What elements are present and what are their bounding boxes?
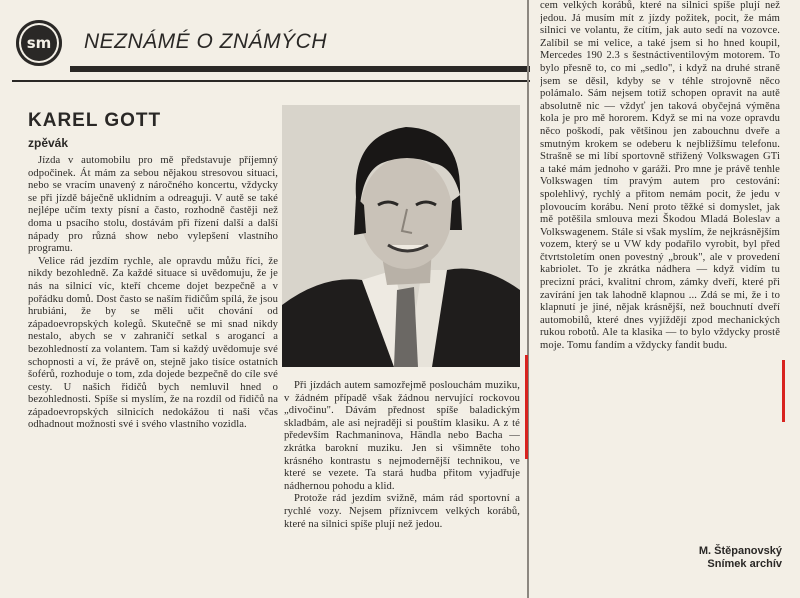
byline [560, 545, 782, 571]
paragraph: Protože rád jezdím svižně, mám rád sportovní a rychlé vozy. Nejsem příznivcem velkých korábů, které na silnici spíše plují než jedou. [284, 493, 520, 530]
paragraph: cem velkých korábů, které na silnici spíše plují než jedou. Já musím mít z jízdy požitek, pocit, že mám silnici ve volantu, že cítím, jak auto sedí na vozovce. Zalíbil se mi velice, a také jsem si ho hned koupil, Mercedes 190 2.3 s šestnáctiventilovým motorem. To bylo přesně to, co mi „sedlo", i když na druhé straně jsem se děsil, kdyby se v téhle strojovně něco polámalo. Sám nejsem totiž schopen opravit na autě absolutně nic — vždyť jen taková obyčejná výměna kola je pro mě hororem. Když se mi na voze opravdu něco poškodí, pak většinou jen zabouchnu dveře a smutným krokem se odeberu k nejbližšímu telefonu. Strašně se mi líbí sportovně střižený Volkswagen GTi a také mám jednoho v garáži. Pro mne je právě tenhle Volkswagen tím pravým autem pro cestování: spolehlivý, rychlý a přitom nemám pocit, že jedu v plovoucím korábu. Není proto těžké si domyslet, jak mě potěšila smlouva mezi Škodou Mladá Boleslav a Volkswagenem. Stále si však myslím, že nejkrásnějším vozem, který se u VW kdy podařilo vyrobit, byl před čtvrtstoletím onen povestný „brouk", ale v provedení kabriolet. To je zkrátka nádhera — když vidím tu precizní práci, kvalitní chrom, zámky dveří, které při zavírání jen tak lahodně klapnou ... Zdá se mi, že i to klapnutí je jiné, nějak krásnější, než bouchnutí dveří automobilů, které dnes vyjíždějí zpod mechanických rukou robotů. Ale ta klasika — to bylo vždycky prostě moje. Tomu fandím a vždycky fandit budu. [540, 0, 780, 352]
column-divider [527, 0, 529, 598]
author-name: M. Štěpanovský [698, 545, 782, 557]
header-rule [70, 66, 530, 72]
paragraph: Jízda v automobilu pro mě představuje příjemný odpočinek. Át mám za sebou nějakou stresovou situaci, nebo se vracím unavený z náročného koncertu, vždycky se při jízdě báječně uklidním a odreaguji. V autě se také nejlépe učím texty písní a často, rozhodně častěji než doma u psacího stolu, dostávám při řízení další a další nápady pro různá show nebo vylepšení vlastního programu. [28, 155, 278, 255]
highlight-mark-left [525, 355, 528, 459]
article-column-3 [540, 0, 780, 545]
paragraph: Při jízdách autem samozřejmě poslouchám muziku, v žádném případě však žádnou nervující rockovou „divočinu". Dávám přednost spíše baladickým skladbám, ale asi nejraději si pouštím klasiku. A z té především Rachmaninova, Händla nebo Bacha — zkrátka barokní muziku. Jen si všimněte toho krásného kontrastu s nejmodernější technikou, ve které se vezete. Ta stará hudba přitom vyjadřuje nádhernou pohodu a klid. [284, 380, 520, 492]
paragraph: Velice rád jezdím rychle, ale opravdu můžu říci, že nikdy bezohledně. Za každé situace si uvědomuju, že je nás na silnicí víc, kteří chceme dojet bezpečně a v pořádku domů. Dost často se naším řidičům spílá, že jsou hrubiáni, že by se měli učit chování od západoevropských kolegů. Skutečně se mi snad nikdy nestalo, abych se v zahraničí setkal s arogancí a bezohledností za volantem. Tam si každý uvědomuje své schopnosti a ví, že právě on, stejně jako tisíce ostatních šoférů, rozhoduje o tom, zda dojede bezpečně do cíle své cesty. U našich řidičů bych nemluvil hned o bezohlednosti. Spíše si myslím, že na rozdíl od řidičů na západoevropských silnicích nedokážou ti naši včas odhadnout možnosti své i svého vlastního vozidla. [28, 255, 278, 431]
article-column-1 [28, 155, 278, 595]
photo-credit: Snímek archív [707, 558, 782, 570]
portrait-illustration [282, 105, 520, 367]
highlight-mark-right [782, 360, 785, 422]
column-title: NEZNÁMÉ O ZNÁMÝCH [84, 30, 328, 53]
magazine-logo [16, 20, 62, 66]
article-headline: KAREL GOTT [28, 110, 162, 131]
article-column-2 [284, 380, 520, 595]
logo-text: sm [26, 34, 52, 52]
header-rule-thin [12, 80, 530, 82]
portrait-photo [282, 105, 520, 367]
article-subtitle: zpěvák [28, 136, 69, 150]
